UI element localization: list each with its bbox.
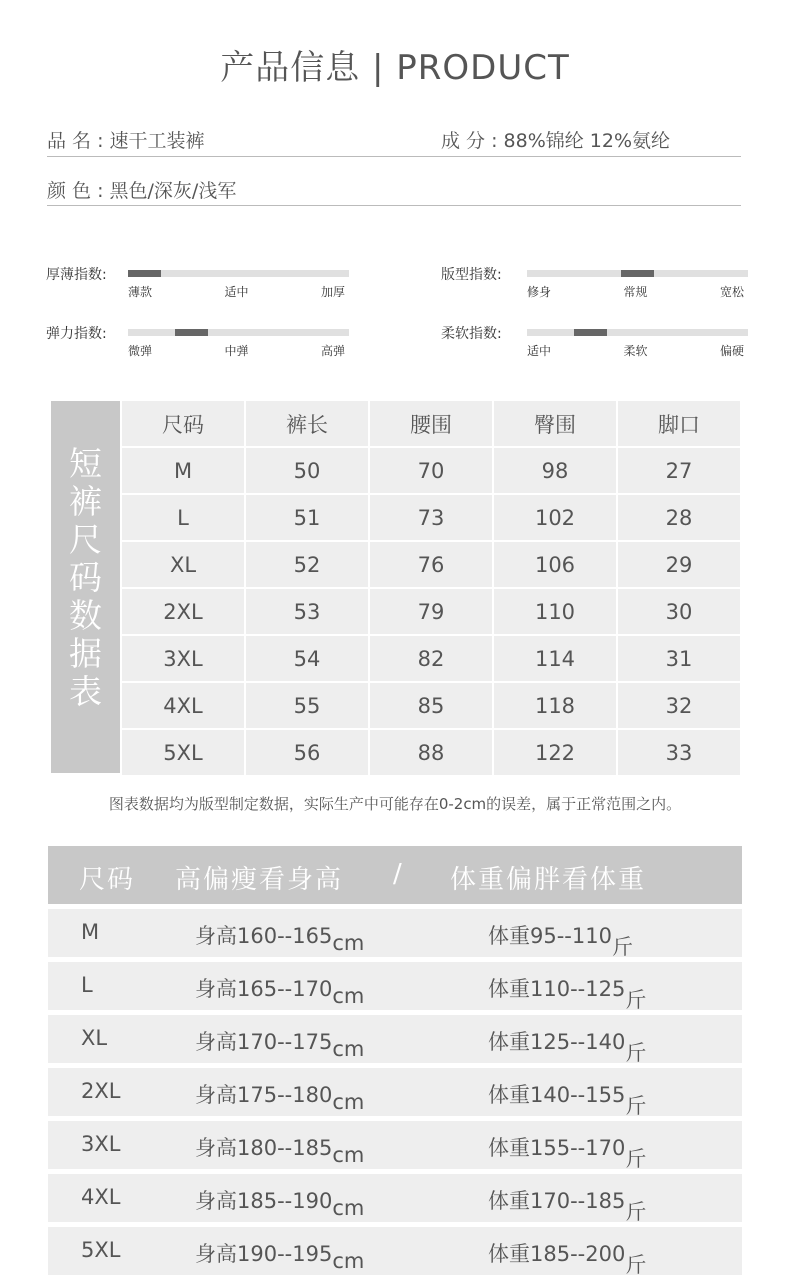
product-color [47, 176, 236, 203]
height-unit: cm [332, 1249, 365, 1273]
color-value: 黑色/深灰/浅军 [109, 180, 237, 202]
index-tick: 适中 [527, 344, 552, 358]
size-table-cell: 54 [246, 636, 368, 681]
recommend-row [48, 1015, 742, 1063]
size-table-cell: 27 [618, 448, 740, 493]
recommend-height: 身高175--180 cm [195, 1083, 365, 1114]
size-table-cell: 56 [246, 730, 368, 775]
recommend-size: M [81, 920, 100, 944]
recommend-header [48, 846, 742, 904]
recommend-row [48, 1121, 742, 1169]
index-tick: 柔软 [623, 344, 648, 358]
index-tick: 宽松 [720, 285, 745, 299]
height-unit: cm [332, 984, 365, 1008]
recommend-height: 身高165--170 cm [195, 977, 365, 1008]
size-table-cell: 79 [370, 589, 492, 634]
height-unit: cm [332, 1196, 365, 1220]
index-bar [527, 270, 748, 277]
name-label: 品 名 : [47, 130, 110, 152]
height-unit: cm [332, 1037, 365, 1061]
index-bar [128, 270, 349, 277]
size-table-header-cell: 尺码 [122, 401, 244, 446]
recommend-weight: 体重95--110 斤 [488, 924, 633, 959]
size-table-cell: 28 [618, 495, 740, 540]
index-label: 版型指数: [441, 267, 502, 283]
size-table-cell: 4XL [122, 683, 244, 728]
recommend-row [48, 962, 742, 1010]
size-table-cell: 29 [618, 542, 740, 587]
size-table-cell: 51 [246, 495, 368, 540]
size-table-header-cell: 腰围 [370, 401, 492, 446]
recommend-size: 4XL [81, 1185, 121, 1209]
size-table-cell: 5XL [122, 730, 244, 775]
recommend-height: 身高185--190 cm [195, 1189, 365, 1220]
recommend-row [48, 1227, 742, 1275]
size-table-title-char: 裤 [69, 482, 102, 521]
recommend-size: 2XL [81, 1079, 121, 1103]
size-table-title-char: 数 [69, 596, 102, 635]
size-table-cell: 3XL [122, 636, 244, 681]
weight-unit: 斤 [625, 1094, 647, 1118]
size-table-cell: 33 [618, 730, 740, 775]
size-table-cell: 31 [618, 636, 740, 681]
size-table-cell: 88 [370, 730, 492, 775]
index-bar-fill [175, 329, 208, 336]
recommend-weight: 体重185--200 斤 [488, 1242, 647, 1277]
size-table-cell: 30 [618, 589, 740, 634]
recommend-size: XL [81, 1026, 108, 1050]
color-label: 颜 色 : [47, 180, 110, 202]
size-table-cell: 114 [494, 636, 616, 681]
weight-unit: 斤 [625, 988, 647, 1012]
weight-unit: 斤 [625, 1041, 647, 1065]
index-tick: 适中 [224, 285, 249, 299]
size-table-cell: 32 [618, 683, 740, 728]
weight-unit: 斤 [625, 1253, 647, 1277]
recommend-header-size: 尺码 [79, 865, 136, 895]
index-tick: 加厚 [321, 285, 346, 299]
height-unit: cm [332, 1090, 365, 1114]
size-table-title-char: 尺 [69, 520, 102, 559]
index-tick: 中弹 [224, 344, 249, 358]
recommend-row [48, 909, 742, 957]
product-name [47, 126, 205, 153]
size-table-cell: 106 [494, 542, 616, 587]
disclaimer-note: 图表数据均为版型制定数据，实际生产中可能存在0-2cm的误差，属于正常范围之内。 [108, 795, 682, 813]
size-table-side-band [51, 401, 120, 773]
recommend-size: 5XL [81, 1238, 121, 1262]
size-table-cell: 52 [246, 542, 368, 587]
size-table-cell: M [122, 448, 244, 493]
recommend-height: 身高160--165 cm [195, 924, 365, 955]
recommend-weight: 体重155--170 斤 [488, 1136, 647, 1171]
size-table-cell: 118 [494, 683, 616, 728]
size-table-title-char: 短 [69, 444, 102, 483]
recommend-height: 身高190--195 cm [195, 1242, 365, 1273]
size-table-cell: 98 [494, 448, 616, 493]
index-tick: 常规 [623, 285, 648, 299]
size-table-cell: 73 [370, 495, 492, 540]
size-table-cell: 85 [370, 683, 492, 728]
index-tick: 高弹 [321, 344, 346, 358]
recommend-row [48, 1068, 742, 1116]
size-table-cell: 122 [494, 730, 616, 775]
recommend-weight: 体重110--125 斤 [488, 977, 647, 1012]
recommend-size: L [81, 973, 93, 997]
recommend-header-height: 高偏瘦看身高 [175, 865, 344, 895]
index-tick: 修身 [527, 285, 552, 299]
recommend-height: 身高180--185 cm [195, 1136, 365, 1167]
size-table-cell: 50 [246, 448, 368, 493]
size-table-cell: XL [122, 542, 244, 587]
index-tick: 微弹 [128, 344, 153, 358]
page-title: 产品信息 | PRODUCT [220, 48, 570, 88]
height-unit: cm [332, 931, 365, 955]
size-table-header-cell: 脚口 [618, 401, 740, 446]
divider [47, 156, 741, 157]
height-unit: cm [332, 1143, 365, 1167]
size-table-cell: 76 [370, 542, 492, 587]
size-table-cell: L [122, 495, 244, 540]
size-table-title-char: 码 [69, 558, 102, 597]
size-table-cell: 2XL [122, 589, 244, 634]
index-tick: 偏硬 [720, 344, 745, 358]
recommend-row [48, 1174, 742, 1222]
index-bar [527, 329, 748, 336]
size-table-cell: 55 [246, 683, 368, 728]
size-table-header-cell: 裤长 [246, 401, 368, 446]
recommend-header-weight: 体重偏胖看体重 [450, 865, 647, 895]
recommend-weight: 体重140--155 斤 [488, 1083, 647, 1118]
weight-unit: 斤 [611, 935, 633, 959]
composition-value: 88%锦纶 12%氨纶 [503, 130, 671, 152]
recommend-weight: 体重170--185 斤 [488, 1189, 647, 1224]
size-table-cell: 53 [246, 589, 368, 634]
size-table-title-char: 表 [69, 672, 102, 711]
index-label: 弹力指数: [46, 326, 107, 342]
index-label: 柔软指数: [441, 326, 502, 342]
index-bar-fill [621, 270, 654, 277]
size-table [51, 401, 740, 773]
name-value: 速干工装裤 [109, 130, 205, 152]
index-label: 厚薄指数: [46, 267, 107, 283]
weight-unit: 斤 [625, 1200, 647, 1224]
size-table-cell: 82 [370, 636, 492, 681]
weight-unit: 斤 [625, 1147, 647, 1171]
size-table-title [51, 445, 120, 711]
size-table-cell: 102 [494, 495, 616, 540]
index-bar-fill [574, 329, 607, 336]
index-bar-fill [128, 270, 161, 277]
divider [47, 205, 741, 206]
recommend-height: 身高170--175 cm [195, 1030, 365, 1061]
recommend-weight: 体重125--140 斤 [488, 1030, 647, 1065]
size-table-title-char: 据 [69, 634, 102, 673]
index-tick: 薄款 [128, 285, 153, 299]
size-table-cell: 70 [370, 448, 492, 493]
recommend-size: 3XL [81, 1132, 121, 1156]
recommend-header-slash: / [393, 859, 404, 889]
composition-label: 成 分 : [441, 130, 504, 152]
index-bar [128, 329, 349, 336]
composition [441, 126, 670, 153]
size-table-cell: 110 [494, 589, 616, 634]
size-table-header-cell: 臀围 [494, 401, 616, 446]
